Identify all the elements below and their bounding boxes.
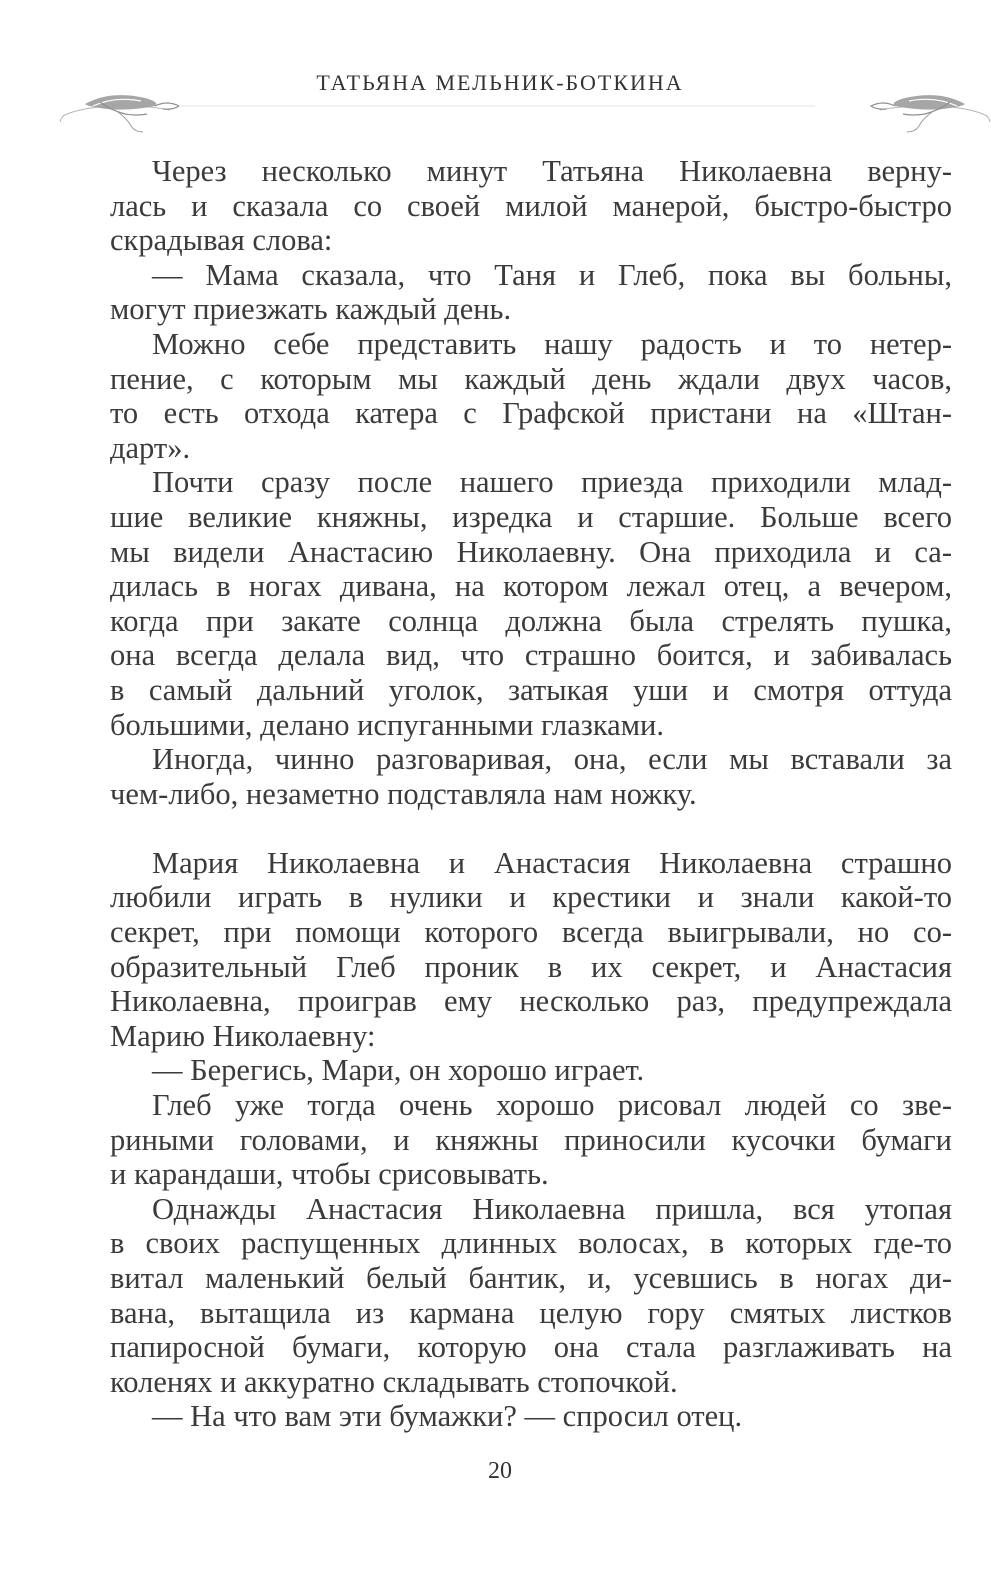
text-line: любили играть в нулики и крестики и знали какой-то: [110, 880, 952, 915]
text-line: Через несколько минут Татьяна Николаевна верну-: [152, 154, 952, 188]
text-line: Можно себе представить нашу радость и то нетер-: [152, 326, 952, 361]
text-line: — Мама сказала, что Таня и Глеб, пока вы больны,: [152, 257, 952, 292]
text-line: шие великие княжны, изредка и старшие. Больше всего: [110, 499, 952, 534]
text-line: могут приезжать каждый день.: [110, 292, 512, 327]
text-line: когда при закате солнца должна была стрелять пушка,: [110, 603, 952, 638]
text-line: пение, с которым мы каждый день ждали двух часов,: [110, 361, 952, 396]
text-line: витал маленький белый бантик, и, усевшись в ногах ди-: [110, 1261, 952, 1295]
text-line: Глеб уже тогда очень хорошо рисовал людей со зве-: [152, 1088, 952, 1123]
text-line: — На что вам эти бумажки? — спросил отец.: [152, 1399, 743, 1434]
text-line: мы видели Анастасию Николаевну. Она приходила и са-: [110, 534, 952, 569]
text-line: Мария Николаевна и Анастасия Николаевна страшно: [152, 845, 952, 880]
text-line: Однажды Анастасия Николаевна пришла, вся утопая: [152, 1191, 952, 1226]
text-line: Марию Николаевну:: [110, 1018, 376, 1053]
text-line: папиросной бумаги, которую она стала разглаживать на: [110, 1330, 952, 1365]
body-text: [110, 154, 952, 1434]
text-line: вана, вытащила из кармана целую гору смятых листков: [110, 1295, 952, 1330]
text-line: она всегда делала вид, что страшно боится, и забивалась: [110, 638, 952, 673]
text-line: Иногда, чинно разговаривая, она, если мы вставали за: [152, 742, 952, 777]
text-line: дарт».: [110, 430, 191, 465]
header-ornament: [55, 92, 995, 142]
text-line: и карандаши, чтобы срисовывать.: [110, 1157, 549, 1192]
text-line: скрадывая слова:: [110, 223, 333, 258]
running-title: ТАТЬЯНА МЕЛЬНИК-БОТКИНА: [316, 70, 684, 95]
text-line: лась и сказала со своей милой манерой, быстро-быстро: [110, 188, 952, 223]
text-line: дилась в ногах дивана, на котором лежал отец, а вечером,: [110, 569, 952, 604]
section-break: [110, 811, 952, 846]
text-line: то есть отхода катера с Графской пристани на «Штан-: [110, 396, 952, 431]
page-number: 20: [488, 1458, 512, 1484]
text-line: секрет, при помощи которого всегда выигрывали, но со-: [110, 915, 952, 950]
text-line: чем-либо, незаметно подставляла нам ножку.: [110, 776, 697, 811]
text-line: в самый дальний уголок, затыкая уши и смотря оттуда: [110, 672, 952, 707]
text-line: коленях и аккуратно складывать стопочкой.: [110, 1364, 678, 1399]
text-line: — Берегись, Мари, он хорошо играет.: [152, 1053, 645, 1088]
text-line: большими, делано испуганными глазками.: [110, 707, 664, 742]
text-line: Почти сразу после нашего приезда приходили млад-: [152, 465, 952, 500]
text-line: Николаевна, проиграв ему несколько раз, предупреждала: [110, 984, 952, 1019]
text-line: в своих распущенных длинных волосах, в которых где-то: [110, 1226, 952, 1261]
text-line: риными головами, и княжны приносили кусочки бумаги: [110, 1122, 952, 1157]
text-line: образительный Глеб проник в их секрет, и Анастасия: [110, 949, 952, 984]
